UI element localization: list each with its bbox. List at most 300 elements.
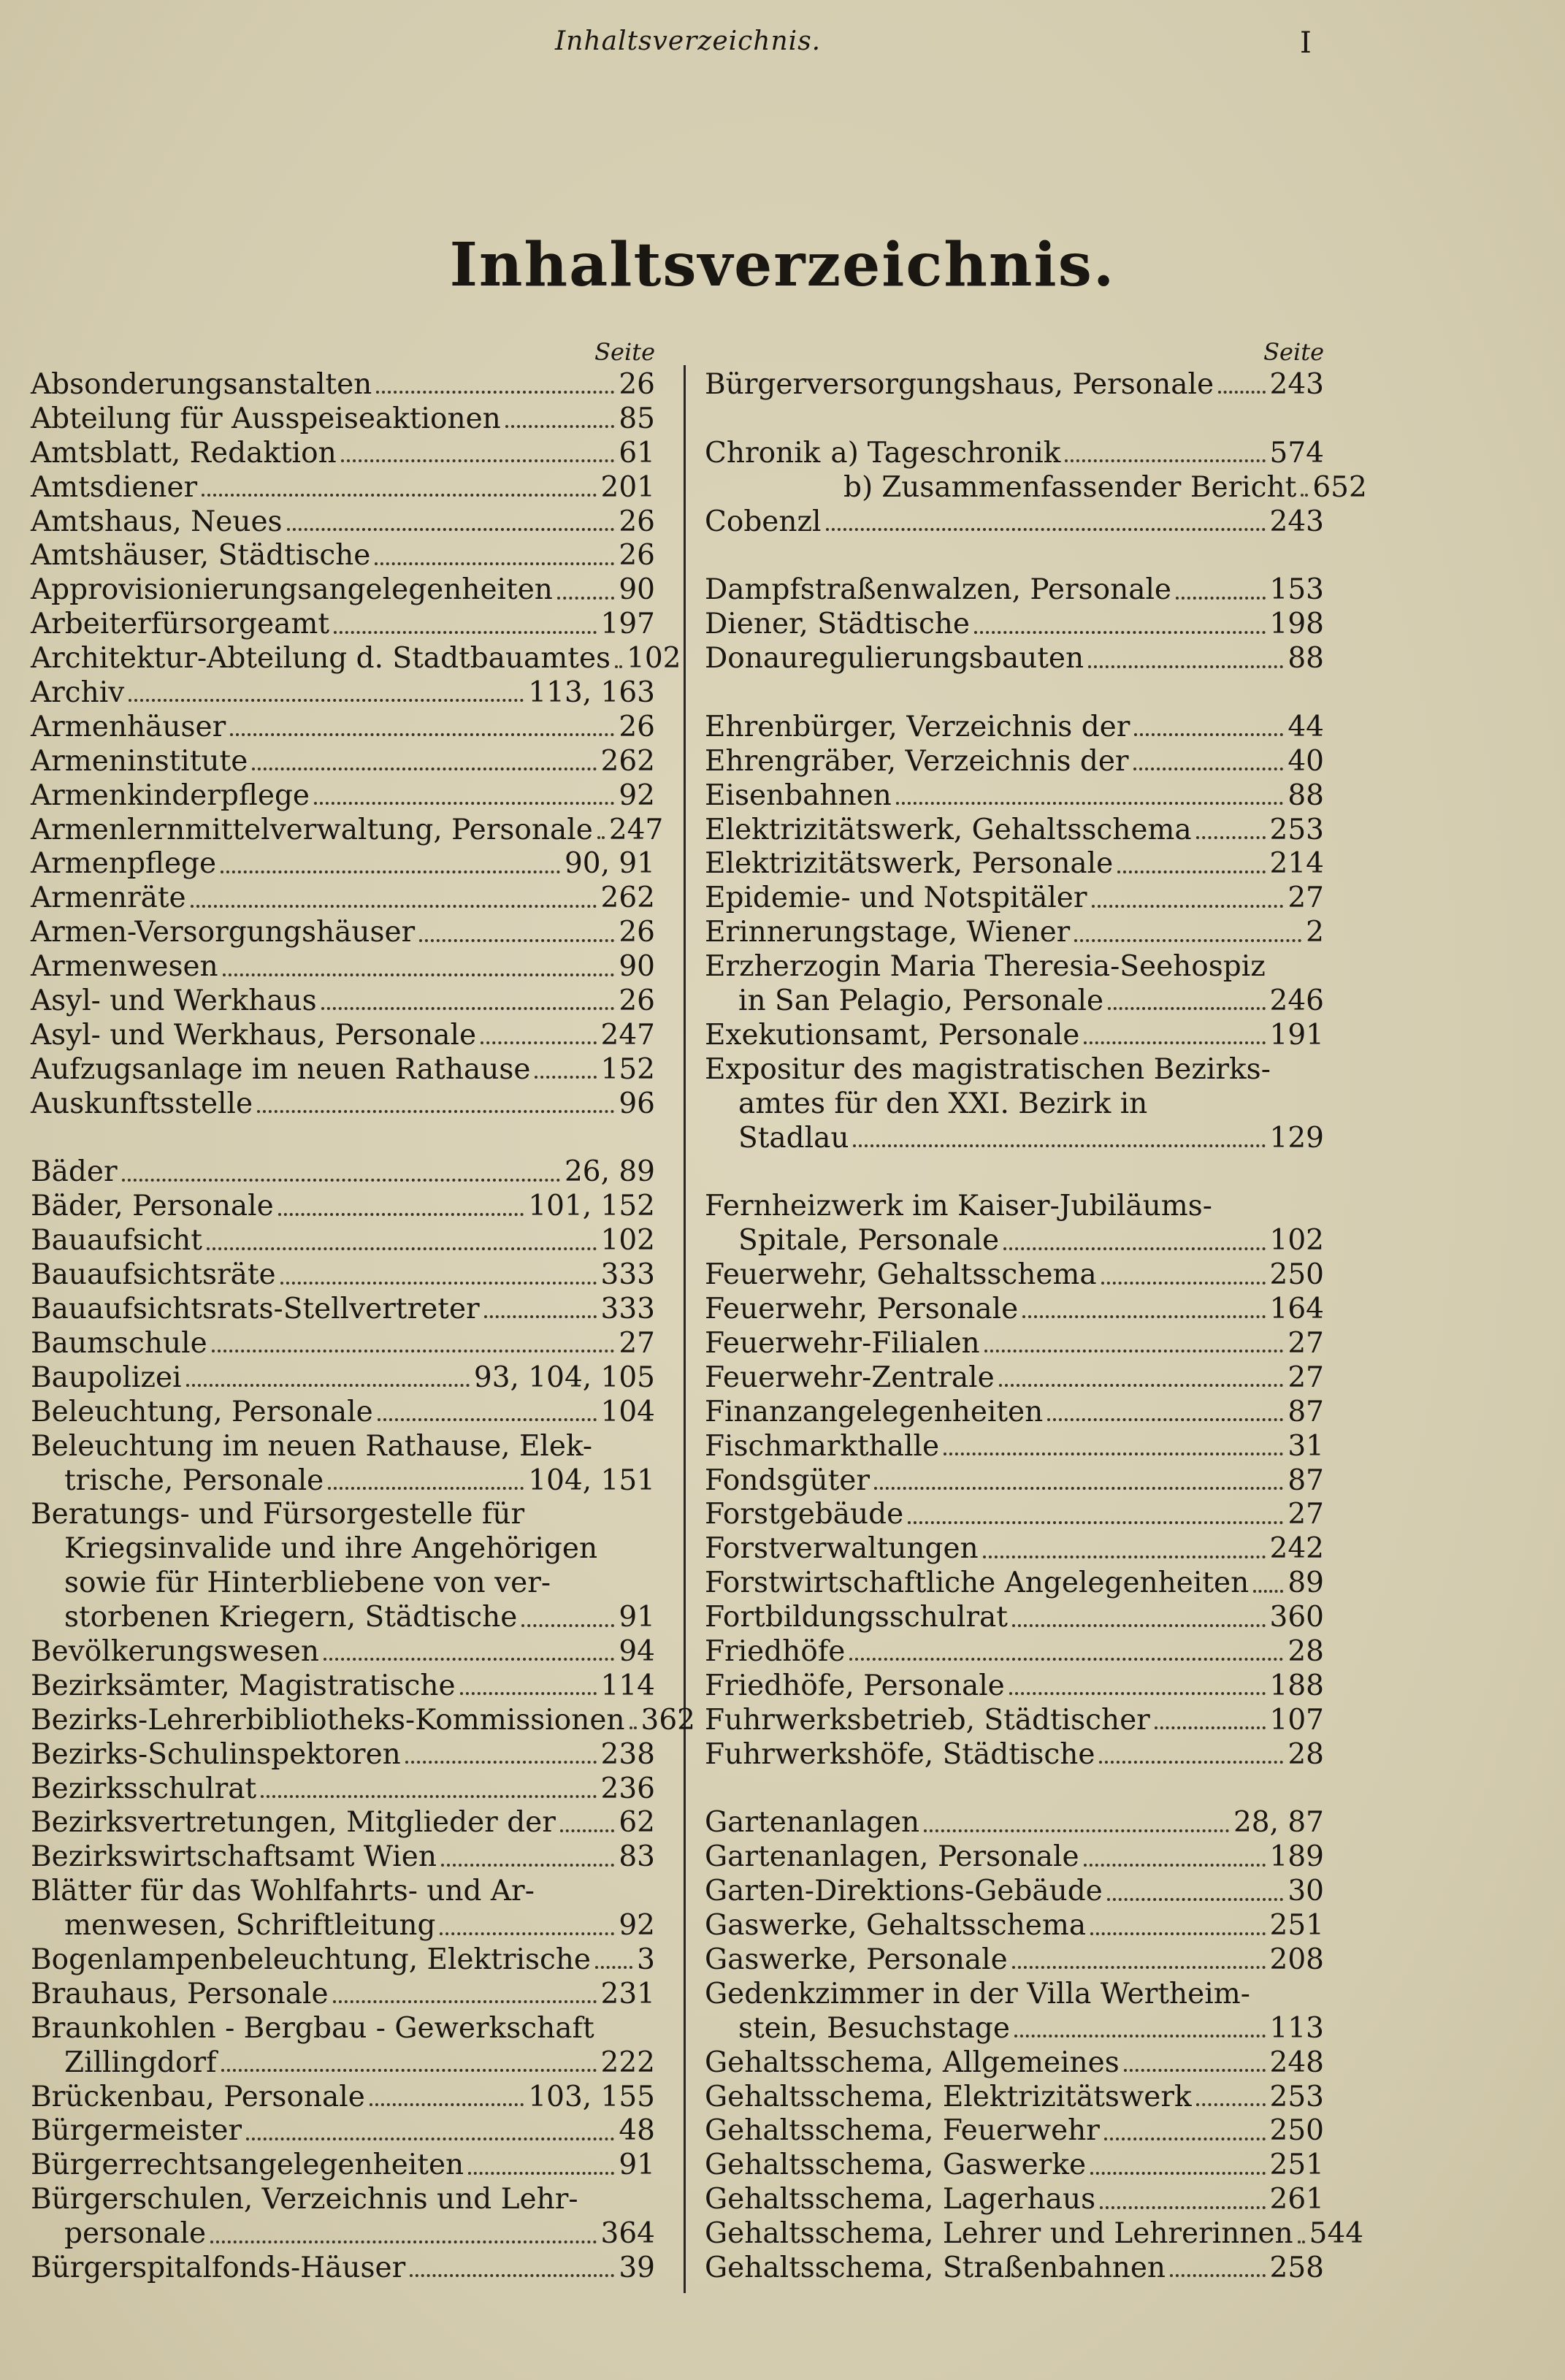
- page-reference: 189: [1269, 1840, 1324, 1874]
- index-entry: [705, 642, 1324, 676]
- entry-title: Brückenbau, Personale: [31, 2080, 365, 2113]
- entry-title: Bauaufsichtsrats-Stellvertreter: [31, 1293, 480, 1326]
- dot-leader: [207, 1247, 597, 1250]
- entry-title: Bevölkerungswesen: [31, 1634, 319, 1668]
- dot-leader: [1100, 2206, 1265, 2209]
- entry-title: Gartenanlagen, Personale: [705, 1840, 1079, 1874]
- index-entry: [705, 2217, 1364, 2251]
- entry-text: [64, 1909, 435, 1943]
- index-entry: [705, 1327, 1324, 1361]
- entry-text: [705, 916, 1070, 950]
- entry-text: [31, 2012, 655, 2046]
- entry-title: trische, Personale: [64, 1463, 324, 1497]
- index-entry: [705, 950, 1324, 984]
- entry-title: Gedenkzimmer in der Villa Wertheim-: [705, 1977, 1250, 2010]
- page-reference: 214: [1269, 847, 1324, 881]
- entry-title: Ehrengräber, Verzeichnis der: [705, 744, 1129, 778]
- entry-title: Beratungs- und Fürsorgestelle für: [31, 1498, 525, 1531]
- dot-leader: [557, 597, 614, 600]
- dot-leader: [535, 1076, 596, 1079]
- page-reference: 197: [600, 608, 655, 641]
- entry-text: [31, 2114, 242, 2148]
- entry-text: [705, 1430, 939, 1464]
- dot-leader: [468, 2172, 614, 2175]
- dot-leader: [1196, 2103, 1266, 2106]
- index-entry: [705, 1669, 1324, 1704]
- dot-leader: [1170, 2274, 1266, 2277]
- index-entry: [31, 1635, 655, 1669]
- entry-title: Bürgerversorgungshaus, Personale: [705, 368, 1214, 401]
- dot-leader: [419, 939, 614, 942]
- entry-title: menwesen, Schriftleitung: [64, 1909, 436, 1943]
- entry-text: [705, 1190, 1324, 1224]
- page-reference: 27: [1287, 1361, 1324, 1394]
- entry-title: Bezirkswirtschaftsamt Wien: [31, 1840, 437, 1874]
- dot-leader: [191, 905, 597, 908]
- page-reference: 26: [619, 916, 655, 949]
- dot-leader: [560, 1829, 614, 1832]
- index-entry: [31, 1943, 655, 1978]
- entry-text: [31, 1772, 256, 1807]
- dot-leader: [334, 631, 597, 634]
- page-reference: 102: [627, 642, 681, 676]
- seite-label: Seite: [1263, 338, 1324, 366]
- page-reference: 247: [608, 813, 664, 846]
- entry-text: [64, 2217, 206, 2251]
- index-entry: [31, 1566, 655, 1601]
- page-reference: 94: [619, 1634, 655, 1668]
- entry-title: Erinnerungstage, Wiener: [705, 916, 1071, 949]
- index-entry: [705, 881, 1324, 916]
- page-reference: 62: [619, 1806, 655, 1840]
- dot-leader: [202, 494, 596, 497]
- entry-text: [31, 1704, 625, 1738]
- entry-title: Bezirks-Schulinspektoren: [31, 1737, 401, 1771]
- dot-leader: [278, 1213, 524, 1216]
- dot-leader: [1108, 1007, 1265, 1010]
- entry-text: [31, 711, 226, 745]
- entry-text: [31, 984, 317, 1019]
- index-entry: [31, 984, 655, 1019]
- dot-leader: [1253, 1590, 1283, 1593]
- entry-title: personale: [64, 2217, 207, 2251]
- entry-title: Armenhäuser: [31, 710, 226, 743]
- entry-text: [31, 847, 216, 881]
- dot-leader: [440, 1932, 614, 1935]
- entry-title: Ehrenbürger, Verzeichnis der: [705, 710, 1130, 743]
- page-reference: 333: [600, 1258, 655, 1292]
- dot-leader: [1012, 1966, 1266, 1969]
- page-reference: 28: [1287, 1737, 1324, 1771]
- dot-leader: [280, 1282, 597, 1285]
- entry-text: [31, 1190, 274, 1224]
- page-reference: 253: [1269, 813, 1324, 846]
- entry-title: Fernheizwerk im Kaiser-Jubiläums-: [705, 1190, 1212, 1223]
- entry-title: Fondsgüter: [705, 1463, 870, 1497]
- index-entry: [31, 779, 655, 814]
- dot-leader: [405, 1761, 597, 1764]
- entry-text: [705, 368, 1214, 402]
- index-entry: [705, 1258, 1324, 1293]
- entry-title: in San Pelagio, Personale: [738, 984, 1104, 1018]
- dot-leader: [333, 2000, 597, 2003]
- entry-text: [31, 573, 553, 608]
- page-reference: 164: [1269, 1293, 1324, 1326]
- entry-text: [705, 745, 1129, 779]
- page-reference: 96: [619, 1087, 655, 1120]
- entry-title: Gaswerke, Personale: [705, 1943, 1008, 1976]
- dot-leader: [221, 871, 560, 873]
- index-entry: [31, 711, 655, 745]
- dot-leader: [1090, 1932, 1265, 1935]
- entry-text: [705, 1704, 1150, 1738]
- entry-text: [705, 881, 1087, 916]
- entry-text: [705, 1019, 1079, 1053]
- index-entry: [705, 1806, 1324, 1840]
- entry-text: [705, 2114, 1100, 2148]
- index-entry: [705, 1122, 1324, 1156]
- index-column-left: [31, 336, 695, 2286]
- index-entry: [705, 470, 1367, 505]
- entry-text: [31, 1635, 319, 1669]
- entry-title: Auskunftsstelle: [31, 1087, 253, 1120]
- dot-leader: [597, 836, 605, 839]
- entry-text: [31, 1053, 530, 1087]
- dot-leader: [1012, 1624, 1266, 1627]
- entry-title: Bezirks-Lehrerbibliotheks-Kommissionen: [31, 1703, 625, 1737]
- dot-leader: [287, 528, 615, 531]
- dot-leader: [849, 1658, 1283, 1661]
- index-entry: [705, 1430, 1324, 1464]
- index-entry: [705, 1704, 1324, 1738]
- entry-title: Gehaltsschema, Feuerwehr: [705, 2114, 1100, 2148]
- entry-title: Arbeiterfürsorgeamt: [31, 608, 330, 641]
- entry-title: Garten-Direktions-Gebäude: [705, 1875, 1103, 1908]
- entry-title: Aufzugsanlage im neuen Rathause: [31, 1052, 531, 1086]
- dot-leader: [1117, 871, 1265, 873]
- entry-title: Asyl- und Werkhaus: [31, 984, 317, 1018]
- dot-leader: [826, 528, 1266, 531]
- entry-title: Baupolizei: [31, 1361, 182, 1394]
- entry-title: Stadlau: [738, 1121, 849, 1155]
- entry-text: [705, 1566, 1249, 1601]
- entry-text: [705, 2251, 1166, 2286]
- page-reference: 247: [600, 1018, 655, 1052]
- entry-text: [705, 2081, 1192, 2115]
- section-gap: [705, 1155, 1324, 1190]
- index-entry: [705, 1498, 1324, 1532]
- page-reference: 26: [619, 539, 655, 573]
- dot-leader: [1065, 459, 1265, 462]
- entry-title: Gehaltsschema, Lagerhaus: [705, 2183, 1096, 2216]
- page-reference: 61: [619, 436, 655, 470]
- index-entry: [705, 1190, 1324, 1224]
- entry-text: [31, 1293, 480, 1327]
- index-entry: [705, 573, 1324, 608]
- entry-text: [705, 1806, 919, 1840]
- dot-leader: [314, 802, 614, 805]
- dot-leader: [410, 2274, 614, 2277]
- index-entry: [31, 2046, 655, 2081]
- entry-text: [31, 608, 329, 642]
- index-entry: [31, 2012, 655, 2046]
- index-entry: [31, 1293, 655, 1327]
- dot-leader: [261, 1795, 596, 1798]
- page-reference: 26: [619, 505, 655, 538]
- dot-leader: [484, 1315, 597, 1318]
- page-reference: 360: [1269, 1601, 1324, 1634]
- dot-leader: [1298, 2241, 1305, 2243]
- page-reference: 26: [619, 368, 655, 401]
- entry-title: Epidemie- und Notspitäler: [705, 881, 1087, 915]
- entry-text: [64, 1464, 324, 1499]
- entry-title: Fuhrwerksbetrieb, Städtischer: [705, 1703, 1150, 1737]
- dot-leader: [983, 1556, 1266, 1558]
- dot-leader: [324, 1658, 614, 1661]
- index-entry: [31, 881, 655, 916]
- index-entry: [705, 1019, 1324, 1053]
- page-reference: 243: [1269, 505, 1324, 538]
- page-reference: 152: [600, 1052, 655, 1086]
- entry-title: Donauregulierungsbauten: [705, 642, 1084, 676]
- entry-text: [705, 950, 1324, 984]
- page-reference: 250: [1269, 1258, 1324, 1292]
- dot-leader: [376, 391, 614, 394]
- entry-text: [738, 1224, 999, 1258]
- entry-title: Dampfstraßenwalzen, Personale: [705, 573, 1172, 607]
- entry-title: sowie für Hinterbliebene von ver-: [64, 1566, 551, 1600]
- entry-title: Asyl- und Werkhaus, Personale: [31, 1018, 477, 1052]
- index-entry: [705, 368, 1324, 402]
- page-reference: 27: [1287, 1326, 1324, 1360]
- page-reference: 242: [1269, 1532, 1324, 1566]
- entry-title: Chronik: [705, 436, 821, 470]
- page-reference: 101, 152: [528, 1190, 655, 1223]
- entry-title: Armenkinderpflege: [31, 778, 310, 812]
- page-reference: 258: [1269, 2251, 1324, 2284]
- running-head: [0, 26, 1565, 63]
- entry-title: Cobenzl: [705, 505, 822, 538]
- dot-leader: [378, 1418, 597, 1421]
- dot-leader: [630, 1726, 637, 1729]
- entry-text: [31, 2251, 405, 2286]
- index-entry: [705, 847, 1324, 881]
- entry-text: [31, 1943, 591, 1978]
- dot-leader: [1107, 1898, 1284, 1901]
- entry-title: Armenlernmittelverwaltung, Personale: [31, 813, 593, 846]
- dot-leader: [328, 1487, 524, 1490]
- index-entry: [31, 1875, 655, 1909]
- entry-text: [705, 505, 822, 540]
- dot-leader: [874, 1487, 1283, 1490]
- page-reference: 92: [619, 778, 655, 812]
- entry-text: [738, 1122, 849, 1156]
- dot-leader: [984, 1350, 1284, 1352]
- entry-title: Gehaltsschema, Elektrizitätswerk: [705, 2080, 1192, 2113]
- dot-leader: [375, 562, 614, 565]
- index-entry: [31, 1840, 655, 1875]
- index-entry: [705, 1396, 1324, 1430]
- entry-title: Beleuchtung im neuen Rathause, Elek-: [31, 1429, 593, 1463]
- page-reference: 27: [1287, 1498, 1324, 1531]
- entry-title: Forstverwaltungen: [705, 1532, 979, 1566]
- entry-title: Bezirksvertretungen, Mitglieder der: [31, 1806, 556, 1840]
- index-entry: [705, 1909, 1324, 1943]
- entry-text: [705, 1361, 995, 1396]
- page-reference: 104: [600, 1395, 655, 1428]
- index-entry: [31, 437, 655, 471]
- entry-title: Diener, Städtische: [705, 608, 970, 641]
- dot-leader: [615, 665, 622, 668]
- page-reference: 27: [1287, 881, 1324, 915]
- page-reference: 544: [1309, 2217, 1364, 2251]
- entry-title: Finanzangelegenheiten: [705, 1395, 1044, 1428]
- index-entry: [31, 1978, 655, 2012]
- page-reference: 243: [1269, 368, 1324, 401]
- entry-title: Architektur-Abteilung d. Stadtbauamtes: [31, 642, 611, 676]
- index-entry: [705, 1978, 1324, 2012]
- entry-title: Gehaltsschema, Gaswerke: [705, 2148, 1087, 2182]
- section-gap: [705, 1772, 1324, 1807]
- index-entry: [705, 1943, 1324, 1978]
- entry-text: [31, 1498, 655, 1532]
- page-reference: 91: [619, 1601, 655, 1634]
- entry-title: Friedhöfe, Personale: [705, 1669, 1005, 1702]
- dot-leader: [221, 2069, 597, 2072]
- entry-text: [705, 2217, 1293, 2251]
- page-reference: 93, 104, 105: [473, 1361, 655, 1394]
- index-entry: [705, 2183, 1324, 2217]
- entry-title: Bauaufsicht: [31, 1224, 202, 1258]
- entry-title: Baumschule: [31, 1326, 207, 1360]
- entry-text: [31, 2148, 464, 2183]
- entry-text: [31, 1840, 437, 1875]
- dot-leader: [505, 425, 615, 428]
- page-reference: 251: [1269, 1909, 1324, 1943]
- dot-leader: [257, 1110, 614, 1113]
- entry-title: Armenpflege: [31, 847, 217, 881]
- index-entry: [31, 608, 655, 642]
- entry-title: Bogenlampenbeleuchtung, Elektrische: [31, 1943, 592, 1976]
- index-entry: [31, 2217, 655, 2251]
- index-entry: [705, 984, 1324, 1019]
- entry-title: Beleuchtung, Personale: [31, 1395, 373, 1428]
- page-reference: 652: [1312, 470, 1367, 504]
- entry-text: [705, 1875, 1103, 1909]
- entry-title: Fortbildungsschulrat: [705, 1601, 1008, 1634]
- dot-leader: [1090, 2172, 1265, 2175]
- index-entry: [705, 1053, 1324, 1087]
- entry-text: [31, 1087, 253, 1122]
- entry-title: Forstwirtschaftliche Angelegenheiten: [705, 1566, 1250, 1600]
- index-entry: [31, 402, 655, 437]
- index-entry: [31, 1190, 655, 1224]
- entry-text: [31, 745, 248, 779]
- dot-leader: [230, 733, 614, 736]
- entry-text: [705, 1396, 1043, 1430]
- entry-title: Feuerwehr, Personale: [705, 1293, 1019, 1326]
- entry-text: [31, 1669, 456, 1704]
- entry-text: [705, 2183, 1095, 2217]
- page-reference: 231: [600, 1977, 655, 2010]
- page-reference: 87: [1287, 1395, 1324, 1428]
- index-entry: [705, 1532, 1324, 1566]
- entry-text: [705, 1669, 1005, 1704]
- index-entry: [31, 1909, 655, 1943]
- index-column-right: [705, 336, 1367, 2286]
- index-entry: [31, 1532, 655, 1566]
- dot-leader: [1022, 1315, 1265, 1318]
- entry-text: [64, 1601, 517, 1635]
- entry-text: [31, 1155, 118, 1190]
- page-reference: 87: [1287, 1463, 1324, 1497]
- index-entry: [31, 2114, 655, 2148]
- page-reference: 251: [1269, 2148, 1324, 2182]
- entry-text: [31, 916, 415, 950]
- entry-title: Erzherzogin Maria Theresia-Seehospiz: [705, 950, 1266, 984]
- entry-title: Archiv: [31, 676, 125, 710]
- entry-title: Approvisionierungsangelegenheiten: [31, 573, 553, 607]
- entry-title: Gartenanlagen: [705, 1806, 920, 1840]
- page-reference: 2: [1306, 916, 1324, 949]
- entry-text: [705, 779, 892, 814]
- page-reference: 114: [600, 1669, 655, 1702]
- entry-text: [31, 1738, 401, 1772]
- dot-leader: [1176, 597, 1266, 600]
- page-reference: 107: [1269, 1703, 1324, 1737]
- dot-leader: [1009, 1692, 1266, 1695]
- page-reference: 253: [1269, 2080, 1324, 2113]
- entry-title: Bürgerrechtsangelegenheiten: [31, 2148, 464, 2182]
- index-entry: [705, 1293, 1324, 1327]
- page-reference: 250: [1269, 2114, 1324, 2148]
- entry-title: Armeninstitute: [31, 744, 248, 778]
- index-entry: [705, 2046, 1324, 2081]
- entry-text: [31, 1327, 207, 1361]
- dot-leader: [210, 2241, 596, 2243]
- entry-title: Spitale, Personale: [738, 1224, 1000, 1258]
- page-reference: 48: [619, 2114, 655, 2148]
- entry-text: [31, 1430, 655, 1464]
- entry-text: [31, 505, 283, 540]
- dot-leader: [1047, 1418, 1283, 1421]
- index-entry: [705, 1601, 1324, 1635]
- entry-text: [31, 950, 218, 984]
- entry-title: Abteilung für Ausspeiseaktionen: [31, 402, 501, 435]
- entry-text: [738, 2012, 1010, 2046]
- entry-sub-label: a): [830, 436, 859, 470]
- entry-text: [31, 471, 197, 505]
- index-entry: [705, 1738, 1324, 1772]
- entry-title: Friedhöfe: [705, 1634, 846, 1668]
- entry-text: [31, 402, 501, 437]
- dot-leader: [1155, 1726, 1266, 1729]
- entry-title: Gehaltsschema, Straßenbahnen: [705, 2251, 1166, 2284]
- entry-text: [31, 1396, 373, 1430]
- index-entry: [705, 916, 1324, 950]
- entry-title: Bürgermeister: [31, 2114, 242, 2148]
- seite-label: Seite: [594, 338, 655, 366]
- page-reference: 26: [619, 710, 655, 743]
- dot-leader: [908, 1521, 1283, 1524]
- index-entry: [31, 1396, 655, 1430]
- page-reference: 28, 87: [1233, 1806, 1324, 1840]
- index-entry: [705, 1875, 1324, 1909]
- index-entry: [31, 916, 655, 950]
- index-entry: [705, 608, 1324, 642]
- page-reference: 153: [1269, 573, 1324, 607]
- index-entry: [31, 1703, 695, 1738]
